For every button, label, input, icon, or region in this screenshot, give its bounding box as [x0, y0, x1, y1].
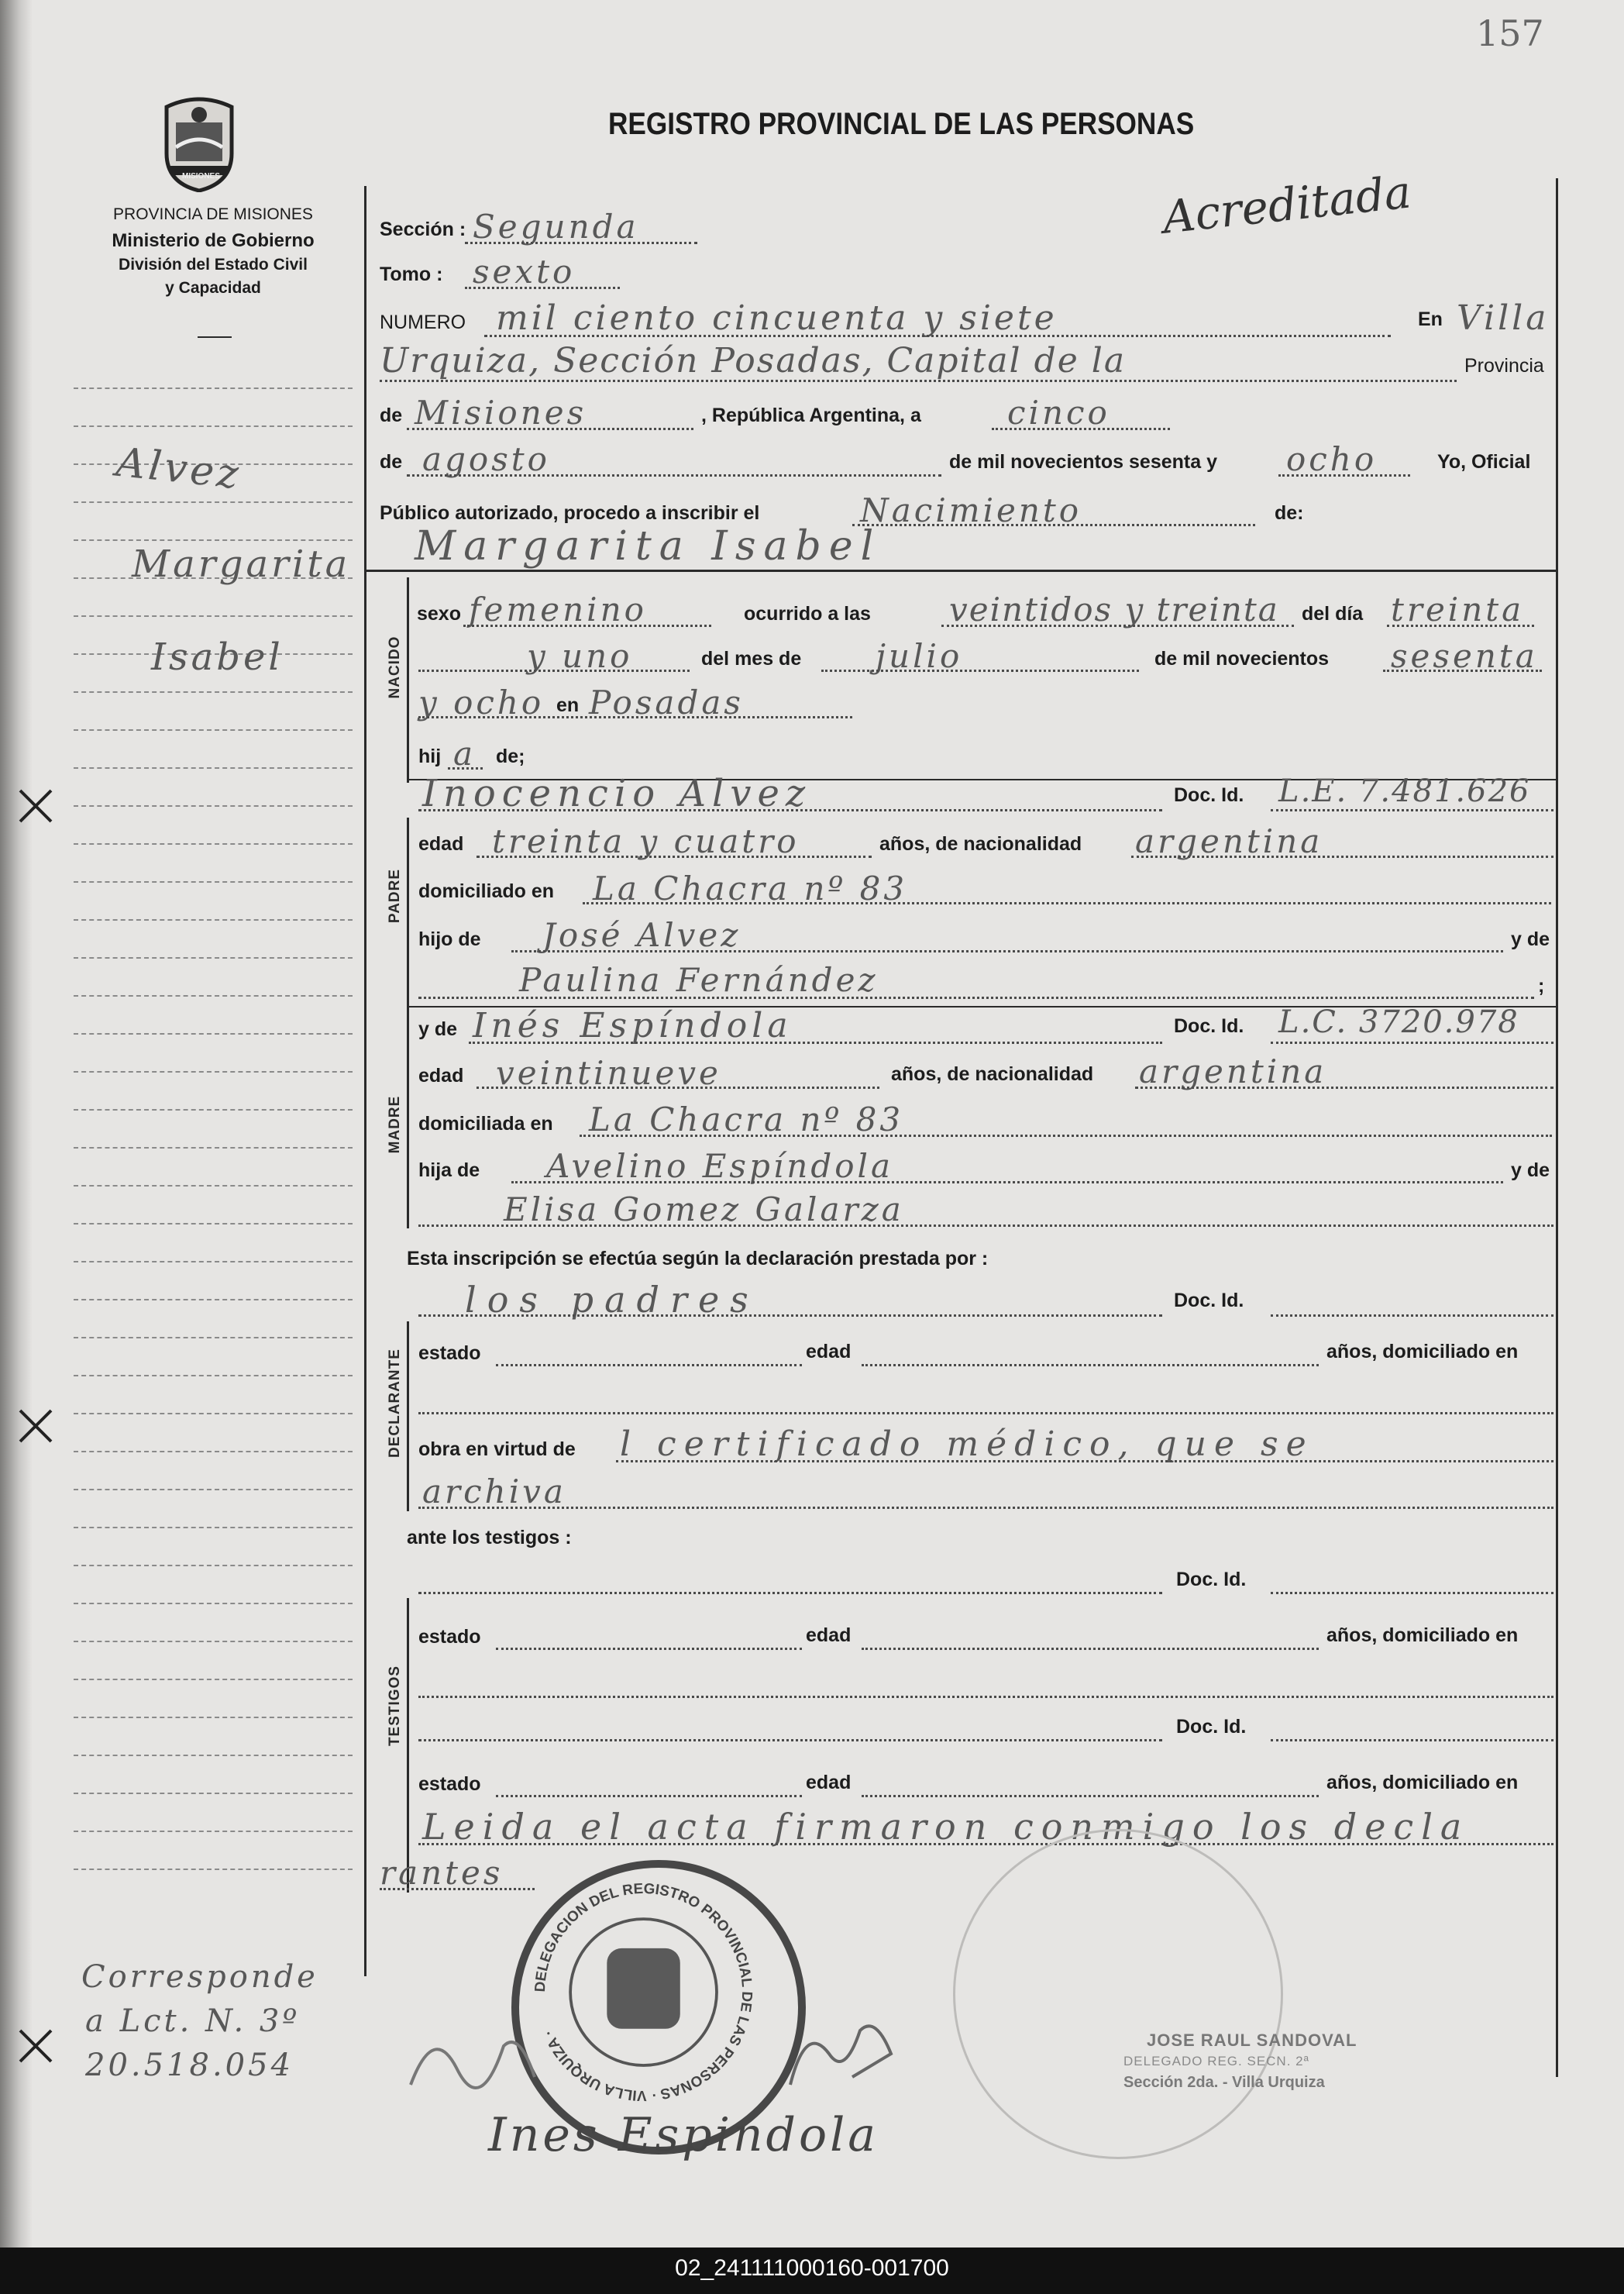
mother-mother-value: Elisa Gomez Galarza	[504, 1190, 904, 1228]
declarante-line	[418, 1314, 1162, 1317]
mother-father-value: Avelino Espíndola	[546, 1147, 893, 1185]
margin-ruled-line	[74, 615, 353, 617]
margin-ruled-line	[74, 1375, 353, 1376]
hij-label: hij	[418, 746, 442, 767]
father-father-value: José Alvez	[542, 916, 741, 954]
father-domicilio-value: La Chacra nº 83	[593, 870, 908, 908]
tomo-label: Tomo :	[380, 264, 443, 285]
obra-value-1: l certificado médico, que se	[620, 1424, 1314, 1464]
testigo2-estado-line	[496, 1795, 802, 1797]
father-edad-line	[477, 856, 872, 858]
closing-line-2: rantes	[380, 1854, 504, 1892]
father-hijo-label: hijo de	[418, 928, 481, 950]
margin-ruled-line	[74, 1527, 353, 1528]
testigo2-doc-line	[1271, 1739, 1553, 1741]
en-label: En	[1418, 308, 1443, 330]
father-mother-line	[418, 997, 1534, 999]
tomo-value: sexto	[473, 253, 576, 291]
margin-ruled-line	[74, 843, 353, 845]
hora-line	[941, 625, 1294, 627]
nacido-rule	[407, 577, 409, 783]
mother-name: Inés Espíndola	[473, 1006, 793, 1045]
father-semicolon: ;	[1538, 975, 1545, 997]
mother-nacionalidad-value: argentina	[1139, 1052, 1327, 1090]
testigo1-doc-label: Doc. Id.	[1176, 1569, 1247, 1590]
padre-label: PADRE	[387, 868, 403, 924]
father-edad-label: edad	[418, 833, 464, 855]
binding-stitch	[17, 783, 54, 829]
official-signature	[783, 2007, 899, 2100]
binding-stitch	[17, 1403, 54, 1449]
testigo2-edad-line	[862, 1795, 1319, 1797]
father-doc-label: Doc. Id.	[1174, 784, 1244, 806]
father-domicilio-label: domiciliado en	[418, 880, 555, 902]
margin-ruled-line	[74, 1033, 353, 1035]
testigo1-domicilio-line	[418, 1696, 1553, 1698]
lugar-line	[418, 716, 852, 718]
declarante-edad-line	[862, 1364, 1319, 1366]
place-value-2: Urquiza, Sección Posadas, Capital de la	[380, 341, 1127, 381]
margin-ruled-line	[74, 425, 353, 427]
faint-seal	[953, 1829, 1283, 2159]
margin-ruled-line	[74, 1451, 353, 1452]
place-value-1: Villa	[1457, 298, 1550, 338]
province-line	[407, 428, 693, 430]
margin-ruled-line	[74, 1299, 353, 1300]
issuer-capacity: y Capacidad	[165, 279, 261, 297]
numero-value: mil ciento cincuenta y siete	[496, 298, 1058, 338]
numero-line	[484, 335, 1391, 337]
seccion-value: Segunda	[473, 208, 639, 246]
declarante-estado-label: estado	[418, 1342, 481, 1364]
margin-ruled-line	[74, 1869, 353, 1870]
year-prefix-label: de mil novecientos sesenta y	[949, 451, 1217, 473]
father-nacionalidad-line	[1131, 856, 1553, 858]
testigo1-estado-line	[496, 1648, 802, 1650]
numero-label: NUMERO	[380, 312, 466, 333]
testigos-intro: ante los testigos :	[407, 1527, 572, 1548]
margin-ruled-line	[74, 1185, 353, 1187]
padre-rule	[407, 818, 409, 1011]
testigo1-doc-line	[1271, 1592, 1553, 1594]
mother-domicilio-line	[580, 1135, 1552, 1137]
sexo-value: femenino	[469, 591, 647, 629]
mother-name-line	[469, 1042, 1162, 1044]
scan-footer	[0, 2248, 1624, 2294]
mother-mother-line	[418, 1224, 1553, 1227]
anio-label: de mil novecientos	[1154, 648, 1330, 670]
testigo1-anos-label: años, domiciliado en	[1326, 1624, 1519, 1646]
province-emblem	[159, 91, 239, 192]
father-nacionalidad-label: años, de nacionalidad	[879, 833, 1082, 855]
mother-domicilio-value: La Chacra nº 83	[589, 1100, 904, 1138]
margin-ruled-line	[74, 1223, 353, 1224]
emblem-label: MISIONES	[182, 172, 220, 181]
de-label: de	[380, 405, 403, 426]
ocurrido-label: ocurrido a las	[744, 603, 871, 625]
declarante-estado-line	[496, 1364, 802, 1366]
mother-hija-label: hija de	[418, 1159, 480, 1181]
testigos-rule	[407, 1598, 409, 1893]
official-stamp-place: Sección 2da. - Villa Urquiza	[1123, 2074, 1325, 2091]
margin-ruled-line	[74, 919, 353, 921]
margin-ruled-line	[74, 1147, 353, 1149]
mother-doc-value: L.C. 3720.978	[1278, 1004, 1519, 1040]
mother-signature: Ines Espindola	[488, 2108, 879, 2162]
month-line	[407, 474, 941, 477]
tomo-line	[465, 287, 620, 289]
mes-value: julio	[876, 637, 963, 675]
closing-line-2-rule	[380, 1888, 535, 1890]
obra-label: obra en virtud de	[418, 1438, 576, 1460]
margin-ruled-line	[74, 501, 353, 503]
mother-edad-line	[477, 1087, 879, 1089]
father-mother-value: Paulina Fernández	[519, 961, 879, 999]
yo-oficial-label: Yo, Oficial	[1437, 451, 1531, 473]
right-page-rule	[1556, 178, 1558, 2077]
testigo1-estado-label: estado	[418, 1626, 481, 1648]
mother-edad-label: edad	[418, 1065, 464, 1087]
father-y-de-label: y de	[1511, 928, 1550, 950]
binding-edge	[0, 0, 33, 2248]
publico-label: Público autorizado, procedo a inscribir el	[380, 502, 760, 524]
obra-value-2: archiva	[422, 1472, 566, 1510]
margin-ruled-line	[74, 1679, 353, 1680]
margin-ruled-line	[74, 1641, 353, 1642]
mother-y-de2-label: y de	[1511, 1159, 1550, 1181]
republica-label: , República Argentina, a	[701, 405, 921, 426]
declaracion-intro: Esta inscripción se efectúa según la declaración prestada por :	[407, 1248, 989, 1269]
declarante-edad-label: edad	[806, 1341, 852, 1362]
mes-line	[821, 670, 1139, 672]
margin-ruled-line	[74, 957, 353, 959]
official-stamp-title: DELEGADO REG. SECN. 2ª	[1123, 2054, 1309, 2068]
testigo2-estado-label: estado	[418, 1773, 481, 1795]
margin-ruled-line	[74, 1755, 353, 1756]
mother-doc-label: Doc. Id.	[1174, 1015, 1244, 1037]
person-name: Margarita Isabel	[415, 523, 882, 570]
testigo2-doc-label: Doc. Id.	[1176, 1716, 1247, 1738]
testigos-label: TESTIGOS	[387, 1665, 403, 1747]
declarante-label: DECLARANTE	[387, 1348, 403, 1458]
margin-ruled-line	[74, 995, 353, 997]
testigo2-edad-label: edad	[806, 1772, 852, 1793]
father-name-line	[418, 809, 1162, 811]
margin-ruled-line	[74, 729, 353, 731]
margin-ruled-line	[74, 1793, 353, 1794]
main-column-rule	[364, 186, 366, 1976]
closing-line-1: Leida el acta firmaron conmigo los decla	[422, 1806, 1470, 1848]
del-mes-label: del mes de	[701, 648, 802, 670]
year-value: ocho	[1286, 440, 1378, 478]
margin-ruled-line	[74, 1831, 353, 1832]
testigo1-edad-line	[862, 1648, 1319, 1650]
margin-ruled-line	[74, 1717, 353, 1718]
margin-ruled-line	[74, 1109, 353, 1111]
issuer-division: División del Estado Civil	[119, 256, 308, 274]
declarante-rule	[407, 1321, 409, 1511]
sexo-line	[463, 625, 711, 627]
margin-ruled-line	[74, 767, 353, 769]
declarante-anos-label: años, domiciliado en	[1326, 1341, 1519, 1362]
margin-ruled-line	[74, 1413, 353, 1414]
margin-ruled-line	[74, 691, 353, 693]
provincia-label: Provincia	[1464, 355, 1544, 377]
father-domicilio-line	[583, 902, 1551, 904]
margin-ruled-line	[74, 1603, 353, 1604]
day-value: cinco	[1007, 394, 1110, 432]
month-value: agosto	[422, 440, 550, 478]
seccion-label: Sección :	[380, 219, 466, 240]
dia-line-2	[418, 670, 690, 672]
dia-value-1: treinta	[1391, 591, 1525, 629]
anio-value-1: sesenta	[1391, 637, 1538, 675]
obra-line-1	[616, 1460, 1553, 1462]
hij-value: a	[453, 735, 477, 773]
anio-line-1	[1383, 670, 1542, 672]
margin-ruled-line	[74, 1071, 353, 1073]
seccion-line	[465, 242, 697, 244]
testigo1-name-line	[418, 1592, 1162, 1594]
father-nacionalidad-value: argentina	[1135, 822, 1323, 860]
margin-ruled-line	[74, 1261, 353, 1262]
mother-doc-line	[1271, 1042, 1553, 1044]
margin-ruled-line	[74, 805, 353, 807]
testigo2-anos-label: años, domiciliado en	[1326, 1772, 1519, 1793]
acreditada-note: Acreditada	[1160, 165, 1414, 244]
margin-ruled-line	[74, 1337, 353, 1338]
obra-line-2	[418, 1507, 1553, 1509]
mother-y-de-label: y de	[418, 1018, 458, 1040]
declarante-doc-line	[1271, 1314, 1553, 1317]
margin-ruled-line	[74, 1565, 353, 1566]
binding-stitch	[17, 2023, 54, 2069]
issuer-divider	[198, 336, 232, 338]
person-name-rule	[364, 570, 1557, 572]
father-edad-value: treinta y cuatro	[492, 822, 800, 860]
margin-correspondence-3: 20.518.054	[85, 2048, 294, 2083]
testigo1-edad-label: edad	[806, 1624, 852, 1646]
dia-line-1	[1387, 625, 1534, 627]
hora-value: veintidos y treinta	[949, 591, 1279, 629]
father-doc-line	[1271, 809, 1553, 811]
closing-line-1-rule	[418, 1843, 1553, 1845]
mother-nacionalidad-line	[1135, 1087, 1553, 1089]
sexo-label: sexo	[417, 603, 461, 625]
lugar-value: Posadas	[589, 684, 744, 722]
scan-id: 02_241111000160-001700	[675, 2255, 949, 2281]
dia-value-2: y uno	[527, 637, 633, 675]
margin-ruled-line	[74, 881, 353, 883]
margin-surname: Alvez	[114, 439, 244, 499]
margin-correspondence-1: Corresponde	[81, 1959, 318, 1995]
declarante-doc-label: Doc. Id.	[1174, 1290, 1244, 1311]
mother-domicilio-label: domiciliada en	[418, 1113, 553, 1135]
madre-label: MADRE	[387, 1095, 403, 1154]
declarante-domicilio-line	[418, 1412, 1553, 1414]
margin-name-2: Isabel	[151, 636, 284, 679]
official-stamp-name: JOSE RAUL SANDOVAL	[1147, 2030, 1357, 2050]
del-dia-label: del día	[1302, 603, 1364, 625]
act-value: Nacimiento	[860, 491, 1082, 529]
mother-nacionalidad-label: años, de nacionalidad	[891, 1063, 1094, 1085]
mother-edad-value: veintinueve	[496, 1054, 721, 1092]
place-line	[380, 380, 1457, 382]
father-name: Inocencio Alvez	[422, 772, 812, 815]
testigo2-name-line	[418, 1739, 1162, 1741]
margin-correspondence-2: a Lct. N. 3º	[85, 2003, 301, 2039]
margin-ruled-line	[74, 1489, 353, 1490]
form-title: REGISTRO PROVINCIAL DE LAS PERSONAS	[608, 107, 1195, 141]
margin-name-1: Margarita	[132, 542, 351, 586]
hij-de-label: de;	[496, 746, 525, 767]
en-lugar-label: en	[556, 694, 580, 716]
issuer-ministry: Ministerio de Gobierno	[112, 230, 315, 251]
year-line	[1278, 474, 1410, 477]
nacido-label: NACIDO	[387, 636, 403, 699]
day-line	[992, 428, 1170, 430]
anio-value-2: y ocho	[418, 684, 545, 722]
signature-scribble	[403, 2015, 542, 2108]
act-line	[852, 524, 1255, 526]
hij-line	[448, 767, 483, 770]
de3-label: de:	[1275, 502, 1304, 524]
de2-label: de	[380, 451, 403, 473]
madre-rule	[407, 1011, 409, 1228]
mother-father-line	[511, 1181, 1503, 1183]
issuer-province: PROVINCIA DE MISIONES	[113, 205, 313, 223]
declarante-value: los padres	[465, 1279, 759, 1321]
father-father-line	[511, 950, 1503, 952]
margin-ruled-line	[74, 539, 353, 541]
province-value: Misiones	[415, 394, 587, 432]
page-number: 157	[1476, 12, 1544, 54]
round-stamp-text: DELEGACION DEL REGISTRO PROVINCIAL DE LAS PERSONAS · VILLA URQUIZA ·	[532, 1880, 755, 2104]
margin-ruled-line	[74, 388, 353, 389]
father-doc-value: L.E. 7.481.626	[1278, 773, 1531, 809]
